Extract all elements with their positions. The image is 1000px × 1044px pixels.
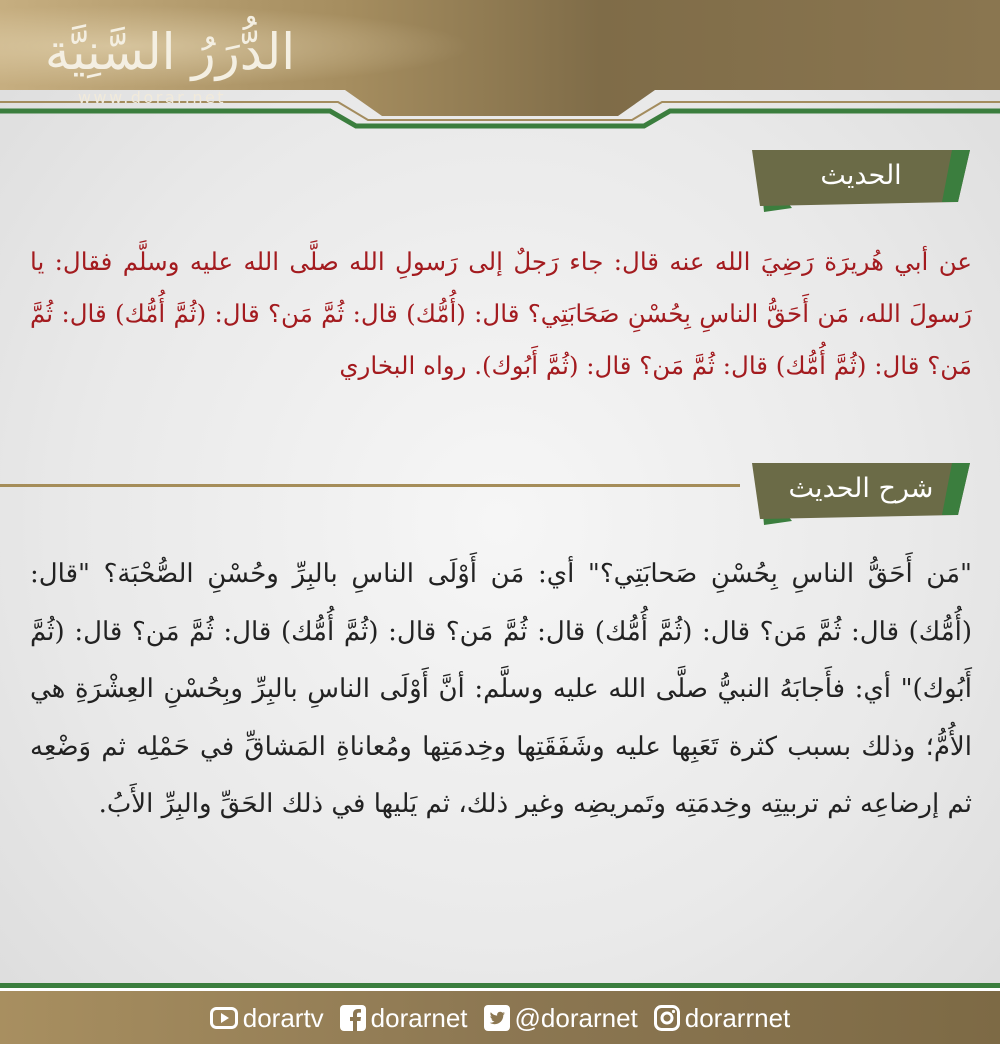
twitter-handle[interactable]: @dorarnet <box>514 1003 638 1033</box>
facebook-link[interactable] <box>340 1003 468 1033</box>
site-logo-title[interactable]: الدُّرَرُ السَّنِيَّة <box>44 23 296 81</box>
youtube-handle[interactable]: dorartv <box>242 1003 324 1033</box>
youtube-link[interactable] <box>210 1003 324 1033</box>
facebook-handle[interactable]: dorarnet <box>370 1003 468 1033</box>
sharh-label-text: شرح الحديث <box>788 473 934 504</box>
instagram-icon <box>654 1005 680 1031</box>
section-divider <box>0 484 740 487</box>
hadith-section-label <box>752 150 970 204</box>
site-url[interactable]: www.dorar.net <box>77 88 227 107</box>
youtube-icon <box>210 1006 238 1030</box>
instagram-link[interactable] <box>654 1003 791 1033</box>
instagram-handle[interactable]: dorarrnet <box>684 1003 791 1033</box>
header-banner <box>0 0 1000 130</box>
hadith-label-text: الحديث <box>820 160 902 191</box>
twitter-link[interactable] <box>484 1003 638 1033</box>
hadith-text: عن أبي هُريرَة رَضِيَ الله عنه قال: جاء رَجلٌ إلى رَسولِ الله صلَّى الله عليه وسلَّم فقال: يا رَسولَ الله، مَن أَحَقُّ الناسِ بِحُسْنِ صَحَابَتِي؟ قال: (أُمُّك) قال: ثُمَّ مَن؟ قال: (ثُمَّ أُمُّك) قال: ثُمَّ مَن؟ قال: (ثُمَّ أُمُّك) قال: ثُمَّ مَن؟ قال: (ثُمَّ أَبُوك). رواه البخاري <box>30 247 972 380</box>
sharh-text: "مَن أَحَقُّ الناسِ بِحُسْنِ صَحابَتِي؟" أي: مَن أَوْلَى الناسِ بالبِرِّ وحُسْنِ الصُّحْبَة؟ "قال: (أُمُّك) قال: ثُمَّ مَن؟ قال: (ثُمَّ أُمُّك) قال: ثُمَّ مَن؟ قال: (ثُمَّ أُمُّك) قال: ثُمَّ مَن؟ قال: (ثُمَّ أَبُوك)" أي: فأَجابَهُ النبيُّ صلَّى الله عليه وسلَّم: أنَّ أَوْلَى الناسِ بالبِرِّ وبِحُسْنِ العِشْرَةِ هي الأُمُّ؛ وذلك بسبب كثرة تَعَبِها عليه وشَفَقَتِها وخِدمَتِها ومُعاناةِ المَشاقِّ في حَمْلِه ثم وَضْعِه ثم إرضاعِه ثم تربيتِه وخِدمَتِه وتَمريضِه وغير ذلك، ثم يَليها في ذلك الحَقِّ والبِرِّ الأَبُ. <box>30 559 972 819</box>
social-links <box>0 996 1000 1040</box>
facebook-icon <box>340 1005 366 1031</box>
twitter-icon <box>484 1005 510 1031</box>
sharh-section-label <box>752 463 970 517</box>
